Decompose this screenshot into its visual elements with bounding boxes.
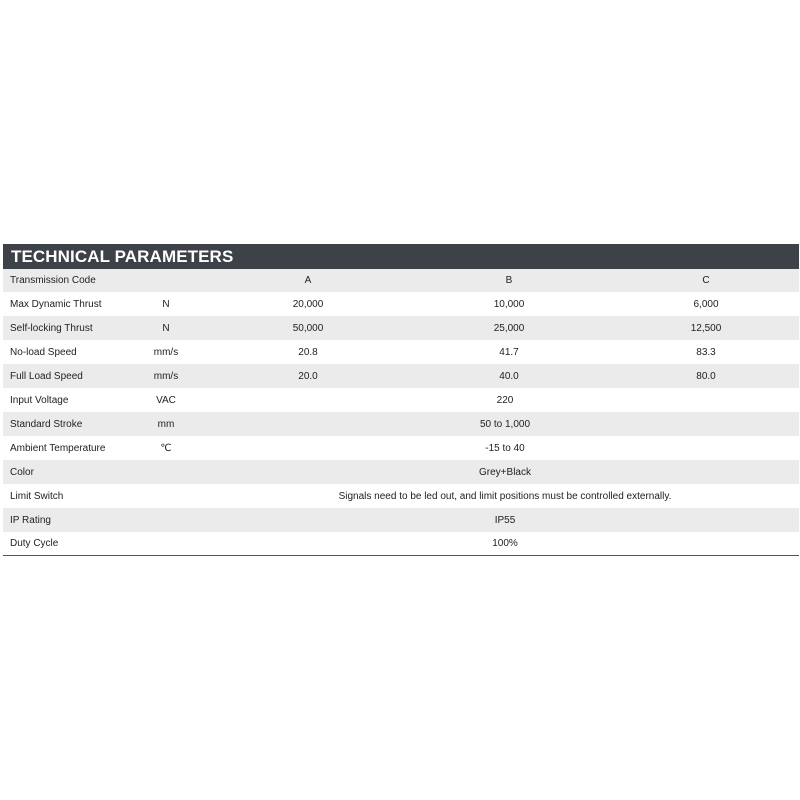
- row-label: Transmission Code: [3, 269, 121, 292]
- row-unit: VAC: [121, 388, 211, 412]
- row-label: Self-locking Thrust: [3, 316, 121, 340]
- value-cell: 41.7: [405, 340, 613, 364]
- row-label: IP Rating: [3, 508, 121, 532]
- value-cell: 20.0: [211, 364, 405, 388]
- table-row-limit-switch: [3, 484, 799, 508]
- table-row-transmission-code: [3, 269, 799, 292]
- row-unit: mm/s: [121, 340, 211, 364]
- row-label: Ambient Temperature: [3, 436, 121, 460]
- table-row-standard-stroke: [3, 412, 799, 436]
- table-row-self-locking-thrust: [3, 316, 799, 340]
- value-cell: C: [613, 269, 799, 292]
- value-cell: 10,000: [405, 292, 613, 316]
- row-unit: ℃: [121, 436, 211, 460]
- technical-parameters-sheet: [3, 244, 799, 556]
- value-cell: 40.0: [405, 364, 613, 388]
- value-cell: 83.3: [613, 340, 799, 364]
- table-row-duty-cycle: [3, 532, 799, 555]
- row-unit: mm: [121, 412, 211, 436]
- table-row-no-load-speed: [3, 340, 799, 364]
- section-title: TECHNICAL PARAMETERS: [3, 244, 799, 269]
- value-cell: Grey+Black: [211, 460, 799, 484]
- table-row-ip-rating: [3, 508, 799, 532]
- value-cell: 12,500: [613, 316, 799, 340]
- value-cell: Signals need to be led out, and limit positions must be controlled externally.: [211, 484, 799, 508]
- row-unit: [121, 460, 211, 484]
- value-cell: B: [405, 269, 613, 292]
- table-row-input-voltage: [3, 388, 799, 412]
- value-cell: 80.0: [613, 364, 799, 388]
- value-cell: 20,000: [211, 292, 405, 316]
- value-cell: 20.8: [211, 340, 405, 364]
- row-label: Standard Stroke: [3, 412, 121, 436]
- row-label: Color: [3, 460, 121, 484]
- value-cell: 25,000: [405, 316, 613, 340]
- value-cell: IP55: [211, 508, 799, 532]
- row-unit: mm/s: [121, 364, 211, 388]
- row-unit: [121, 532, 211, 555]
- row-unit: [121, 269, 211, 292]
- value-cell: 100%: [211, 532, 799, 555]
- row-label: Max Dynamic Thrust: [3, 292, 121, 316]
- value-cell: A: [211, 269, 405, 292]
- parameters-table: [3, 269, 799, 555]
- value-cell: 50,000: [211, 316, 405, 340]
- row-label: Full Load Speed: [3, 364, 121, 388]
- value-cell: 220: [211, 388, 799, 412]
- row-unit: N: [121, 316, 211, 340]
- value-cell: -15 to 40: [211, 436, 799, 460]
- value-cell: 50 to 1,000: [211, 412, 799, 436]
- table-bottom-rule: [3, 555, 799, 556]
- row-unit: [121, 508, 211, 532]
- row-label: Duty Cycle: [3, 532, 121, 555]
- row-label: Input Voltage: [3, 388, 121, 412]
- table-row-ambient-temperature: [3, 436, 799, 460]
- table-row-full-load-speed: [3, 364, 799, 388]
- table-row-color: [3, 460, 799, 484]
- row-unit: [121, 484, 211, 508]
- table-row-max-dynamic-thrust: [3, 292, 799, 316]
- row-label: No-load Speed: [3, 340, 121, 364]
- row-label: Limit Switch: [3, 484, 121, 508]
- row-unit: N: [121, 292, 211, 316]
- value-cell: 6,000: [613, 292, 799, 316]
